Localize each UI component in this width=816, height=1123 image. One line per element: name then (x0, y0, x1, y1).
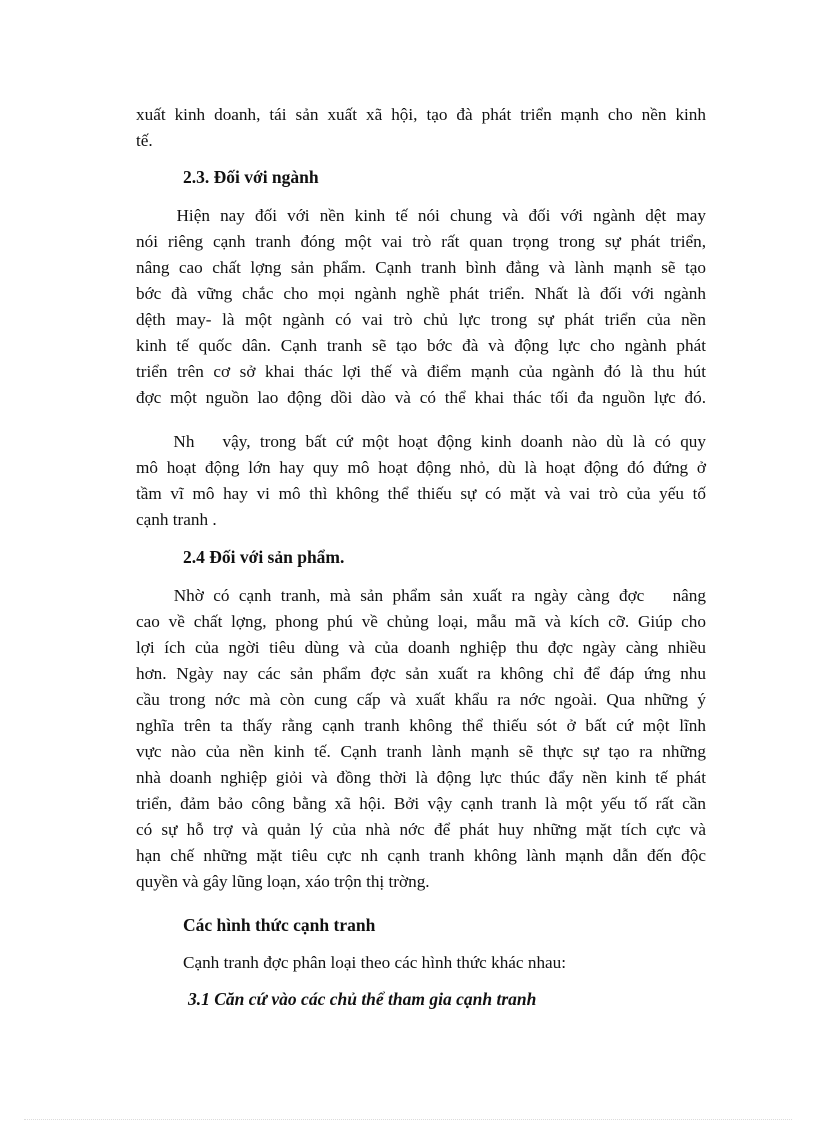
text-line: cao về chất lợng, phong phú về chủng loại, mẫu mã và kích cỡ. Giúp cho (136, 612, 706, 631)
text-line: quyền và gây lũng loạn, xáo trộn thị trờng. (136, 872, 430, 891)
subsection-heading-3-1: 3.1 Căn cứ vào các chủ thể tham gia cạnh tranh (188, 989, 537, 1009)
text-line: Hiện nay đối với nền kinh tế nói chung và đối với ngành dệt may (136, 206, 706, 225)
text-line: tầm vĩ mô hay vi mô thì không thể thiếu sự có mặt và vai trò của yếu tố (136, 484, 706, 503)
intro-paragraph (136, 102, 706, 154)
section-2-4-paragraph (136, 583, 706, 895)
text-line: hơn. Ngày nay các sản phẩm đợc sản xuất ra không chỉ để đáp ứng nhu (136, 664, 706, 683)
text-line: bớc đà vững chắc cho mọi ngành nghề phát triển. Nhất là đối với ngành (136, 284, 706, 303)
text-line: xuất kinh doanh, tái sản xuất xã hội, tạo đà phát triển mạnh cho nền kinh (136, 105, 706, 124)
section-heading-2-3: 2.3. Đối với ngành (183, 167, 319, 187)
text-line: kinh tế quốc dân. Cạnh tranh sẽ tạo bớc đà và động lực cho ngành phát (136, 336, 706, 355)
text-line: nhà doanh nghiệp giỏi và đồng thời là động lực thúc đẩy nền kinh tế phát (136, 768, 706, 787)
text-line: triển trên cơ sở khai thác lợi thế và điểm mạnh của ngành đó là thu hút (136, 362, 706, 381)
section-2-3-paragraph (136, 203, 706, 411)
text-line: mô hoạt động lớn hay quy mô hoạt động nhỏ, dù là hoạt động đó đứng ở (136, 458, 706, 477)
text-line: nói riêng cạnh tranh đóng một vai trò rất quan trọng trong sự phát triển, (136, 232, 706, 251)
text-line: cầu trong nớc mà còn cung cấp và xuất khẩu ra nớc ngoài. Qua những ý (136, 690, 706, 709)
forms-intro-text: Cạnh tranh đợc phân loại theo các hình thức khác nhau: (183, 953, 567, 972)
text-line: Nhờ có cạnh tranh, mà sản phẩm sản xuất ra ngày càng đợc nâng (136, 586, 706, 605)
text-line: vực nào của nền kinh tế. Cạnh tranh lành mạnh sẽ thực sự tạo ra những (136, 742, 706, 761)
section-heading-forms: Các hình thức cạnh tranh (183, 915, 376, 935)
text-line: nghĩa trên ta thấy rằng cạnh tranh không thể thiếu sót ở bất cứ một lĩnh (136, 716, 706, 735)
text-line: lợi ích của ngời tiêu dùng và của doanh nghiệp thu đợc ngày càng nhiều (136, 638, 706, 657)
text-line: dệth may- là một ngành có vai trò chủ lực trong sự phát triển của nền (136, 310, 706, 329)
text-line: hạn chế những mặt tiêu cực nh cạnh tranh không lành mạnh dẫn đến độc (136, 846, 706, 865)
text-line: đợc một nguồn lao động dồi dào và có thể khai thác tối đa nguồn lực đó. (136, 388, 706, 407)
text-line: cạnh tranh . (136, 510, 217, 529)
page-bottom-divider (24, 1119, 792, 1120)
section-heading-2-4: 2.4 Đối với sản phẩm. (183, 547, 345, 567)
text-line: Nh vậy, trong bất cứ một hoạt động kinh doanh nào dù là có quy (136, 432, 706, 451)
conclusion-paragraph (136, 429, 706, 533)
text-line: triển, đảm bảo công bằng xã hội. Bởi vậy cạnh tranh là một yếu tố rất cần (136, 794, 706, 813)
text-line: tế. (136, 131, 153, 150)
text-line: có sự hỗ trợ và quản lý của nhà nớc để phát huy những mặt tích cực và (136, 820, 706, 839)
text-line: nâng cao chất lợng sản phẩm. Cạnh tranh bình đẳng và lành mạnh sẽ tạo (136, 258, 706, 277)
